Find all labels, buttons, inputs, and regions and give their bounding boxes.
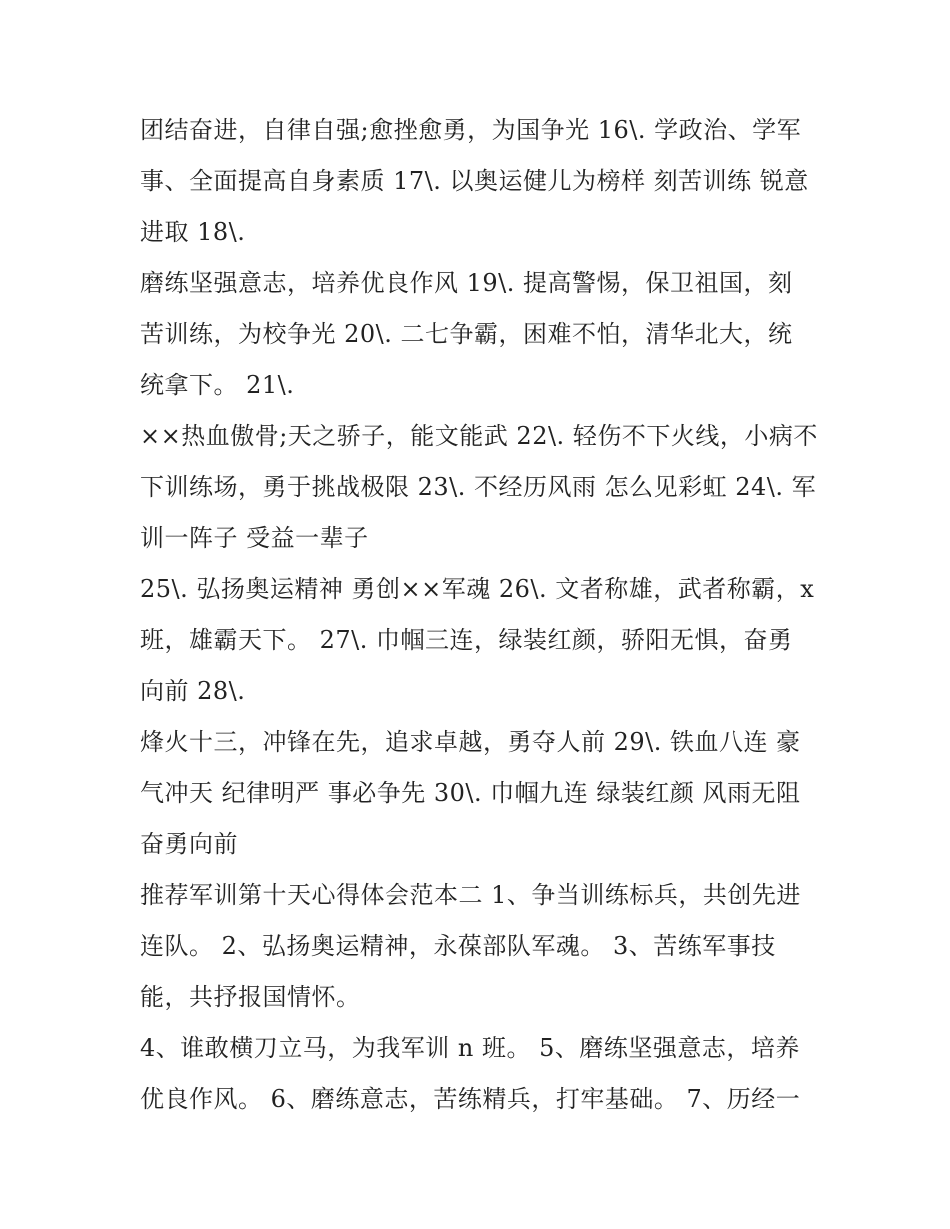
text-line: 奋勇向前 xyxy=(140,830,238,858)
text-line: 连队。 2、弘扬奥运精神，永葆部队军魂。 3、苦练军事技 xyxy=(140,932,776,960)
paragraph-2 xyxy=(140,258,810,411)
text-line: 事、全面提高自身素质 17\. 以奥运健儿为榜样 刻苦训练 锐意 xyxy=(140,167,809,195)
document-body xyxy=(140,105,818,1125)
text-line: 向前 28\. xyxy=(140,677,246,705)
text-line: 苦训练，为校争光 20\. 二七争霸，困难不怕，清华北大，统 xyxy=(140,320,793,348)
text-line: 磨练坚强意志，培养优良作风 19\. 提高警惕，保卫祖国，刻 xyxy=(140,269,793,297)
text-line: 25\. 弘扬奥运精神 勇创××军魂 26\. 文者称雄，武者称霸，x xyxy=(140,575,815,603)
text-line: 下训练场，勇于挑战极限 23\. 不经历风雨 怎么见彩虹 24\. 军 xyxy=(140,473,817,501)
text-line: 烽火十三，冲锋在先，追求卓越，勇夺人前 29\. 铁血八连 豪 xyxy=(140,728,801,756)
paragraph-3 xyxy=(140,411,818,564)
text-line: 气冲天 纪律明严 事必争先 30\. 巾帼九连 绿装红颜 风雨无阻 xyxy=(140,779,801,807)
text-line: 进取 18\. xyxy=(140,218,246,246)
text-line: ××热血傲骨;天之骄子，能文能武 22\. 轻伤不下火线，小病不 xyxy=(140,422,818,450)
text-line: 训一阵子 受益一辈子 xyxy=(140,524,369,552)
paragraph-6 xyxy=(140,870,810,1023)
text-line: 4、谁敢横刀立马，为我军训 n 班。 5、磨练坚强意志，培养 xyxy=(140,1034,800,1062)
text-line: 能，共抒报国情怀。 xyxy=(140,983,361,1011)
paragraph-4 xyxy=(140,564,815,717)
paragraph-1 xyxy=(140,105,810,258)
paragraph-5 xyxy=(140,717,810,870)
text-line: 团结奋进，自律自强;愈挫愈勇，为国争光 16\. 学政治、学军 xyxy=(140,116,802,144)
text-line: 优良作风。 6、磨练意志，苦练精兵，打牢基础。 7、历经一 xyxy=(140,1085,801,1113)
text-line: 班，雄霸天下。 27\. 巾帼三连，绿装红颜，骄阳无惧，奋勇 xyxy=(140,626,793,654)
text-line: 推荐军训第十天心得体会范本二 1、争当训练标兵，共创先进 xyxy=(140,881,801,909)
text-line: 统拿下。 21\. xyxy=(140,371,295,399)
paragraph-7 xyxy=(140,1023,810,1125)
